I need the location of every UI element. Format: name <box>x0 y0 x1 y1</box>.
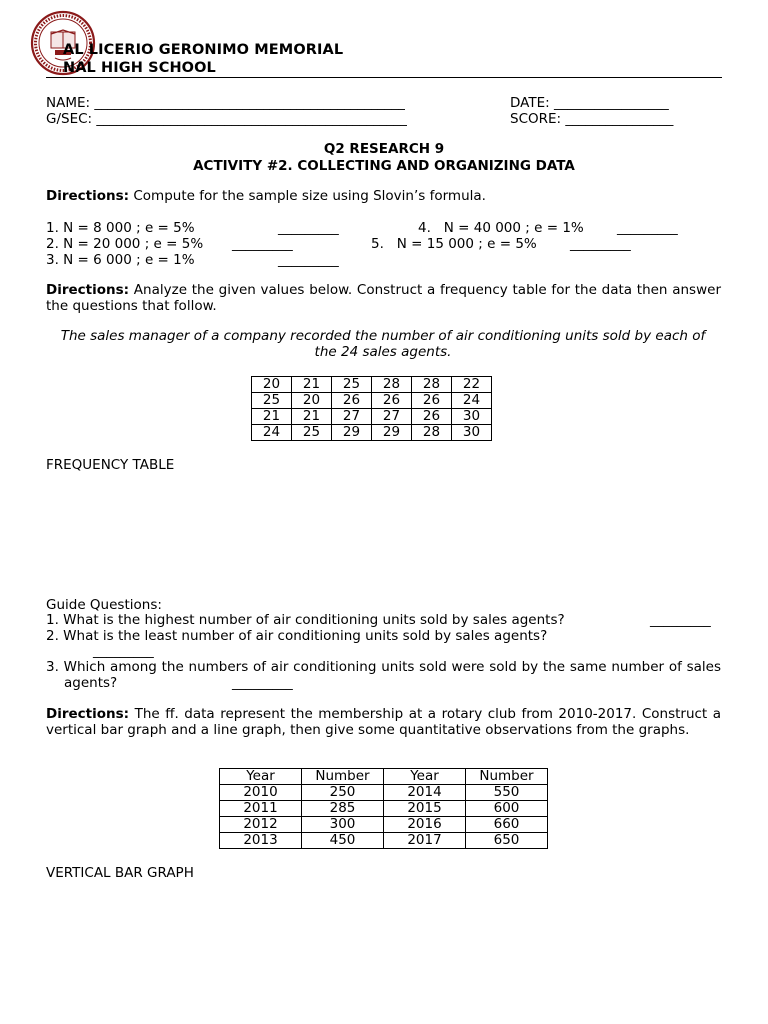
answer-blank-q3[interactable]: _________ <box>232 675 293 691</box>
table-cell: 24 <box>452 393 492 409</box>
guide-question-1: 1. What is the highest number of air conditioning units sold by sales agents? <box>46 612 565 628</box>
table-cell: 26 <box>412 393 452 409</box>
table-header-row <box>220 769 548 785</box>
vertical-bar-graph-label: VERTICAL BAR GRAPH <box>46 865 194 881</box>
guide-question-3: 3. Which among the numbers of air conditioning units sold were sold by the same number of sales agents? <box>46 659 721 692</box>
problem-2: 2. N = 20 000 ; e = 5% <box>46 236 204 252</box>
scenario-text: The sales manager of a company recorded the number of air conditioning units sold by each of the 24 sales agents. <box>60 328 706 361</box>
answer-blank-q1[interactable]: _________ <box>650 612 711 628</box>
table-cell: 2014 <box>384 785 466 801</box>
answer-blank-1[interactable]: _________ <box>278 220 339 236</box>
directions-text: Compute for the sample size using Slovin’s formula. <box>129 188 486 204</box>
school-name-line1: AL LICERIO GERONIMO MEMORIAL <box>63 42 344 58</box>
answer-blank-2[interactable]: _________ <box>232 236 293 252</box>
table-cell: 600 <box>466 801 548 817</box>
table-row <box>220 801 548 817</box>
directions-2 <box>46 282 721 314</box>
table-cell: 28 <box>412 377 452 393</box>
column-header: Number <box>466 769 548 785</box>
frequency-table-label: FREQUENCY TABLE <box>46 457 175 473</box>
table-cell: 2010 <box>220 785 302 801</box>
table-row <box>220 817 548 833</box>
membership-table <box>219 768 548 849</box>
table-cell: 2012 <box>220 817 302 833</box>
answer-blank-5[interactable]: _________ <box>570 236 631 252</box>
directions-text: The ff. data represent the membership at a rotary club from 2010-2017. Construct a vertical bar graph and a line graph, then give some quantitative observations from the graphs. <box>46 706 721 739</box>
score-field[interactable]: SCORE: ________________ <box>510 111 674 127</box>
table-cell: 2013 <box>220 833 302 849</box>
table-cell: 29 <box>332 425 372 441</box>
school-name-line2: NAL HIGH SCHOOL <box>63 60 216 76</box>
table-cell: 300 <box>302 817 384 833</box>
table-cell: 25 <box>252 393 292 409</box>
table-cell: 25 <box>292 425 332 441</box>
problem-4: 4. N = 40 000 ; e = 1% <box>418 220 584 236</box>
table-cell: 450 <box>302 833 384 849</box>
table-row <box>220 785 548 801</box>
table-cell: 29 <box>372 425 412 441</box>
guide-questions-heading: Guide Questions: <box>46 597 162 613</box>
table-cell: 21 <box>252 409 292 425</box>
gsec-field[interactable]: G/SEC: ______________________________________________ <box>46 111 407 127</box>
table-cell: 2017 <box>384 833 466 849</box>
table-cell: 27 <box>332 409 372 425</box>
date-field[interactable]: DATE: _________________ <box>510 95 669 111</box>
table-cell: 650 <box>466 833 548 849</box>
table-cell: 28 <box>372 377 412 393</box>
table-cell: 660 <box>466 817 548 833</box>
table-cell: 550 <box>466 785 548 801</box>
table-cell: 25 <box>332 377 372 393</box>
directions-label: Directions: <box>46 188 130 204</box>
table-row <box>252 409 492 425</box>
table-cell: 21 <box>292 409 332 425</box>
directions-label: Directions: <box>46 282 130 298</box>
table-cell: 26 <box>372 393 412 409</box>
table-cell: 24 <box>252 425 292 441</box>
problem-5: 5. N = 15 000 ; e = 5% <box>371 236 537 252</box>
name-field[interactable]: NAME: ______________________________________________ <box>46 95 405 111</box>
table-cell: 27 <box>372 409 412 425</box>
problem-3: 3. N = 6 000 ; e = 1% <box>46 252 195 268</box>
table-cell: 30 <box>452 425 492 441</box>
table-cell: 2011 <box>220 801 302 817</box>
directions-label: Directions: <box>46 706 130 722</box>
table-cell: 2016 <box>384 817 466 833</box>
table-cell: 26 <box>412 409 452 425</box>
sales-data-table <box>251 376 492 441</box>
directions-3 <box>46 706 721 738</box>
table-cell: 30 <box>452 409 492 425</box>
table-cell: 28 <box>412 425 452 441</box>
column-header: Number <box>302 769 384 785</box>
answer-blank-4[interactable]: _________ <box>617 220 678 236</box>
table-row <box>220 833 548 849</box>
table-row <box>252 377 492 393</box>
table-cell: 22 <box>452 377 492 393</box>
directions-text: Analyze the given values below. Construct a frequency table for the data then answer the questions that follow. <box>46 282 721 315</box>
table-cell: 250 <box>302 785 384 801</box>
table-row <box>252 425 492 441</box>
table-row <box>252 393 492 409</box>
answer-blank-q2[interactable]: _________ <box>93 643 154 659</box>
activity-title: ACTIVITY #2. COLLECTING AND ORGANIZING DATA <box>193 158 575 174</box>
guide-question-2: 2. What is the least number of air conditioning units sold by sales agents? <box>46 628 548 644</box>
table-cell: 2015 <box>384 801 466 817</box>
table-cell: 21 <box>292 377 332 393</box>
answer-blank-3[interactable]: _________ <box>278 252 339 268</box>
table-cell: 285 <box>302 801 384 817</box>
table-cell: 20 <box>292 393 332 409</box>
table-cell: 20 <box>252 377 292 393</box>
column-header: Year <box>220 769 302 785</box>
header-divider <box>46 77 722 78</box>
directions-1 <box>46 188 486 204</box>
problem-1: 1. N = 8 000 ; e = 5% <box>46 220 195 236</box>
table-cell: 26 <box>332 393 372 409</box>
activity-subject: Q2 RESEARCH 9 <box>323 141 445 157</box>
column-header: Year <box>384 769 466 785</box>
